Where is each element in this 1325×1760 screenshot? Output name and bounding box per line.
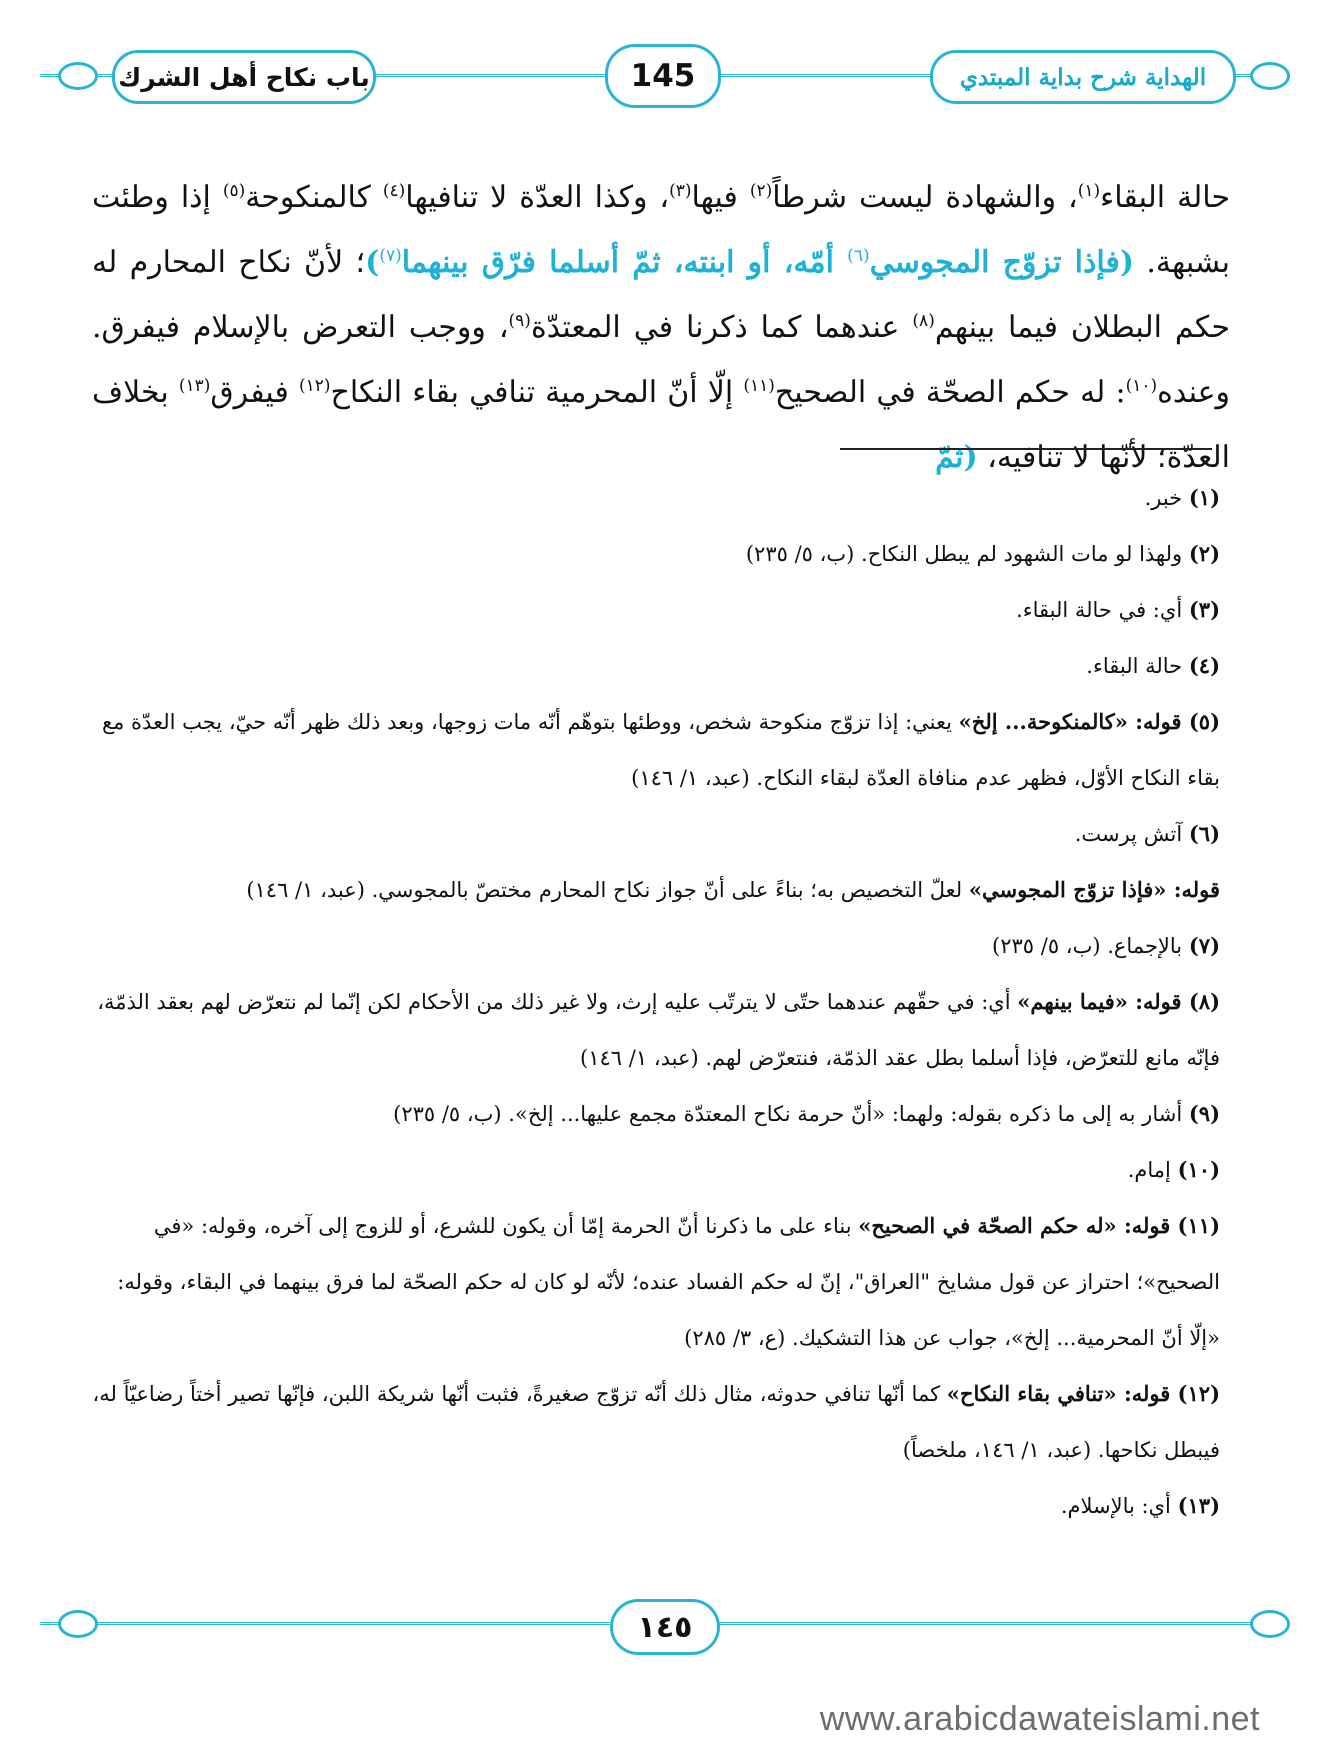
text-run: فيفرق [210,375,299,410]
footnote-label: (٣) [1188,597,1220,622]
footnote-label: (٩) [1188,1101,1220,1126]
footnote-ref: (٢) [749,181,773,201]
footnotes [92,470,1220,1534]
footnote-ref: (١١) [743,376,775,396]
footnote [92,1086,1220,1142]
footnote-text: حالة البقاء. [1086,654,1183,678]
page-footer [0,1595,1325,1655]
footnote-ref: (٣) [669,181,692,201]
footnote-label: (١١) قوله: «له حكم الصحّة في الصحيح» [858,1213,1220,1238]
footnote-text: يعني: إذا تزوّج منكوحة شخص، ووطئها بتوهّم أنّه مات زوجها، وبعد ذلك ظهر أنّه حيّ، يجب العدّة مع بقاء النكاح الأوّل، فظهر عدم منافاة العدّة لبقاء النكاح. (عبد، ١/ ١٤٦) [101,710,1220,790]
footnote-label: (٦) [1188,821,1220,846]
page-header [0,40,1325,130]
matn-text: (ثمّ [935,440,978,475]
text-run: : له حكم الصحّة في الصحيح [774,375,1126,410]
text-run: إلّا أنّ المحرمية تنافي بقاء النكاح [330,375,744,410]
footnote-label: (١٢) قوله: «تنافي بقاء النكاح» [946,1381,1220,1406]
footnote-text: أشار به إلى ما ذكره بقوله: ولهما: «أنّ حرمة نكاح المعتدّة مجمع عليها... إلخ». (ب، ٥/ ٢٣٥) [393,1102,1183,1126]
main-text [92,165,1230,490]
footnote [92,470,1220,526]
text-run: عندهما كما ذكرنا في المعتدّة [530,310,913,345]
footnote-text: أي: بالإسلام. [1060,1494,1171,1518]
ornament-cap [1250,1610,1290,1638]
footnote-label: (٤) [1188,653,1220,678]
ornament-cap [58,1610,98,1638]
ornament-cap [58,62,98,90]
footnote [92,694,1220,806]
footnote [92,806,1220,862]
footnote-label: (١٣) [1177,1493,1220,1518]
footnote-ref: (١٢) [298,376,331,396]
chapter-title: باب نكاح أهل الشرك [112,50,376,104]
page-number-badge: 145 [605,44,721,108]
text-run: ، ووجب التعرض بالإسلام فيفرق. وعنده [92,310,1231,410]
footnote [92,1478,1220,1534]
footnote [92,918,1220,974]
footnote-ref: (٤) [382,181,406,201]
footnote [92,1198,1220,1366]
footnote-text: أي: في حقّهم عندهما حتّى لا يترتّب عليه إرث، ولا غير ذلك من الأحكام لكن إنّما لم نتعرّض لهم بعقد الذمّة، فإنّه مانع للتعرّض، فإذا أسلما بطل عقد الذمّة، فنتعرّض لهم. (عبد، ١/ ١٤٦) [97,990,1220,1070]
footnote-text: كما أنّها تنافي حدوثه، مثال ذلك أنّه تزوّج صغيرةً، فثبت أنّها شريكة اللبن، فإنّها تصير أختاً رضاعيّاً له، فيبطل نكاحها. (عبد، ١/ ١٤٦، ملخصاً) [92,1382,1220,1462]
website-url: www.arabicdawateislami.net [819,1700,1260,1738]
footnote-label: (٥) قوله: «كالمنكوحة... إلخ» [958,709,1220,734]
footnote-text: بناء على ما ذكرنا أنّ الحرمة إمّا أن يكون للشرع، أو للزوج إلى آخره، وقوله: «في الصحيح»؛ احتراز عن قول مشايخ "العراق"، إنّ له حكم الفساد عنده؛ لأنّه لو كان له حكم الصحّة لما فرق بينهما في البقاء، وقوله: «إلّا أنّ المحرمية... إلخ»، جواب عن هذا التشكيك. (ع، ٣/ ٢٨٥) [117,1214,1220,1350]
footnote-text: إمام. [1127,1158,1171,1182]
footnote [92,582,1220,638]
header-ornament-line-mid-left [370,74,605,77]
footnote-text: ولهذا لو مات الشهود لم يبطل النكاح. (ب، ٥/ ٢٣٥) [745,542,1183,566]
footer-page-number: ١٤٥ [610,1599,720,1655]
book-title-logo: الهداية شرح بداية المبتدي [930,50,1236,104]
header-ornament-line-mid-right [715,74,930,77]
footnote-ref: (٨) [912,311,935,331]
footnote-label: (٢) [1188,541,1220,566]
footnote-text: خبر. [1144,486,1183,510]
text-run: ، والشهادة ليست شرطاً [772,180,1078,215]
footnote [92,1142,1220,1198]
text-run: حالة البقاء [1100,180,1230,215]
footnote [92,638,1220,694]
footnote [92,1366,1220,1478]
matn-text: أمّه، أو ابنته، ثمّ أسلما فرّق بينهما [401,245,848,280]
footnote-label: قوله: «فإذا تزوّج المجوسي» [968,877,1220,902]
footer-ornament-line-left [40,1622,610,1625]
text-run: بخلاف العدّة؛ لأنّها لا تنافيه، [92,375,1230,475]
footnote-ref: (١٠) [1125,376,1158,396]
footnote-ref: (١٣) [178,376,211,396]
ornament-cap [1250,62,1290,90]
footnote-ref: (٦) [847,246,870,266]
footnote [92,862,1220,918]
footnote-label: (١٠) [1177,1157,1220,1182]
matn-text: ) [365,245,380,280]
footnote-text: لعلّ التخصيص به؛ بناءً على أنّ جواز نكاح المحارم مختصّ بالمجوسي. (عبد، ١/ ١٤٦) [246,878,963,902]
footnote [92,974,1220,1086]
text-run: ؛ لأنّ نكاح المحارم له حكم البطلان فيما بينهم [92,245,1231,345]
text-run: كالمنكوحة [245,180,383,215]
footer-ornament-line-right [714,1622,1284,1625]
text-run: ، وكذا العدّة لا تنافيها [405,180,670,215]
footnote-text: آتش پرست. [1074,822,1183,846]
footnote-ref: (٩) [508,311,531,331]
footnote-ref: (٧) [379,246,402,266]
footnote-label: (٨) قوله: «فيما بينهم» [1017,989,1220,1014]
text-run: إذا وطئت بشبهة. [92,180,1231,280]
footnote-divider [840,448,1212,450]
footnote-ref: (١) [1077,181,1101,201]
footnote-text: أي: في حالة البقاء. [1016,598,1183,622]
footnote-text: بالإجماع. (ب، ٥/ ٢٣٥) [992,934,1183,958]
text-run: فيها [691,180,750,215]
footnote-ref: (٥) [222,181,246,201]
footnote [92,526,1220,582]
matn-text: (فإذا تزوّج المجوسي [869,245,1135,280]
footnote-label: (٧) [1188,933,1220,958]
footnote-label: (١) [1188,485,1220,510]
